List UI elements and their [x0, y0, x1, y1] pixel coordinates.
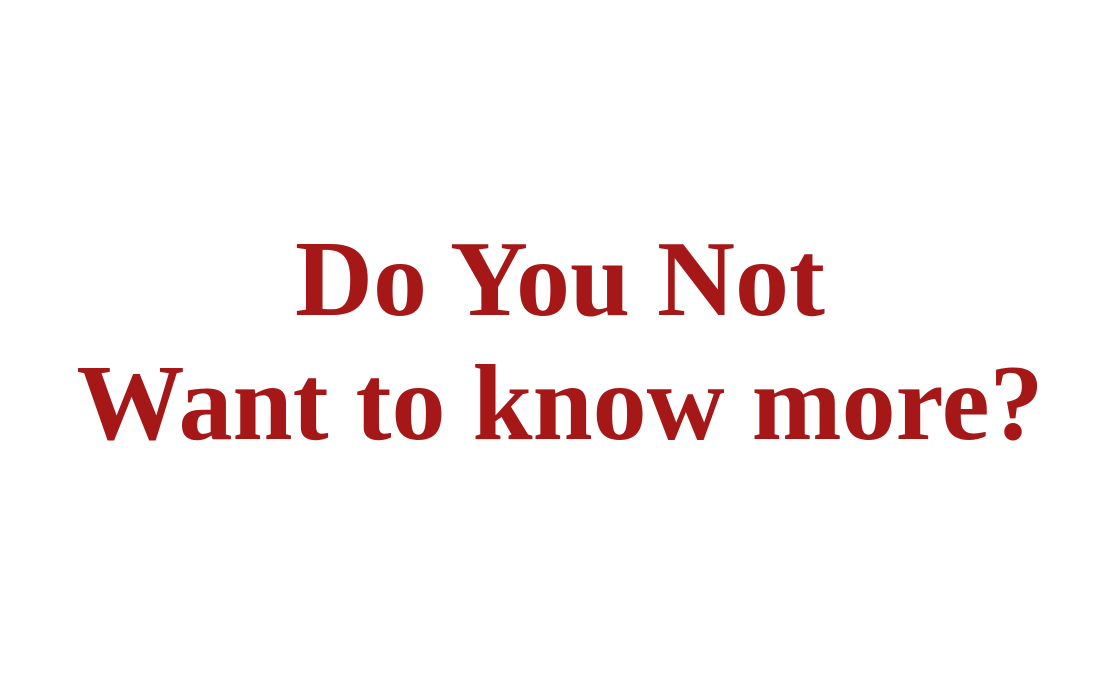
headline-line-2: Want to know more? — [76, 344, 1044, 463]
headline-line-1: Do You Not — [294, 220, 826, 339]
